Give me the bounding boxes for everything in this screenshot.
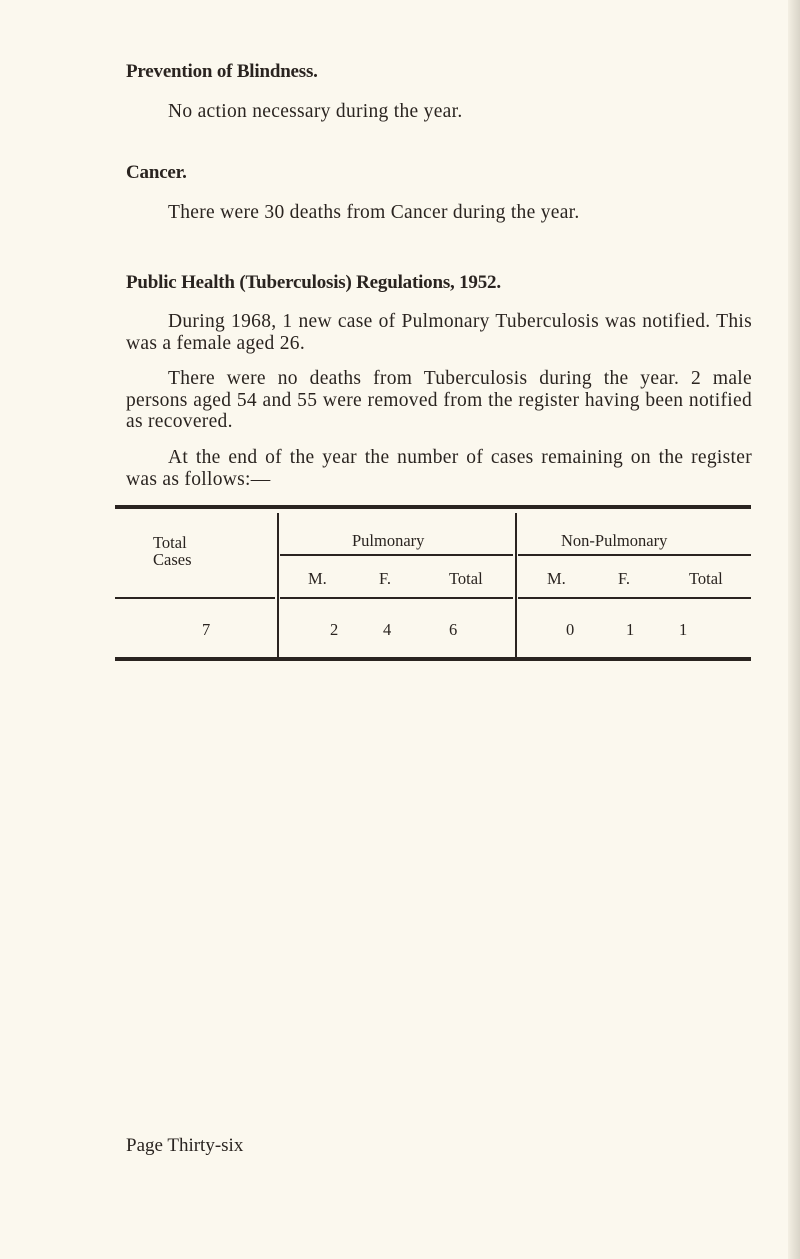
subheader-nonpulmonary-total: Total — [689, 569, 723, 588]
header-pulmonary: Pulmonary — [352, 531, 425, 550]
subheader-nonpulmonary-female: F. — [618, 569, 630, 588]
column-divider-1 — [277, 513, 279, 659]
cell-nonpulmonary-total: 1 — [679, 620, 688, 639]
page-edge-shadow — [788, 0, 800, 1259]
tb-paragraph-1 — [126, 311, 752, 354]
header-rule-non-pulmonary — [518, 597, 751, 599]
table-top-rule — [115, 505, 751, 509]
tb-paragraph-3 — [126, 447, 752, 490]
subheader-nonpulmonary-male: M. — [547, 569, 566, 588]
subheader-pulmonary-male: M. — [308, 569, 327, 588]
cell-pulmonary-male: 2 — [330, 620, 339, 639]
column-divider-2 — [515, 513, 517, 659]
cell-nonpulmonary-male: 0 — [566, 620, 575, 639]
cancer-text — [126, 202, 752, 224]
header-cases: Cases — [153, 550, 192, 569]
cell-pulmonary-female: 4 — [383, 620, 392, 639]
non-pulmonary-subrule — [518, 554, 751, 556]
header-rule-pulmonary — [280, 597, 513, 599]
tb-paragraph-2 — [126, 368, 752, 433]
table-bottom-rule — [115, 657, 751, 661]
header-total: Total — [153, 533, 187, 552]
subheader-pulmonary-female: F. — [379, 569, 391, 588]
tuberculosis-register-table — [115, 505, 751, 661]
subheader-pulmonary-total: Total — [449, 569, 483, 588]
header-non-pulmonary: Non-Pulmonary — [561, 531, 668, 550]
blindness-text — [126, 101, 752, 123]
tb-paragraph-1-content: During 1968, 1 new case of Pulmonary Tuberculosis was notified. This was a female aged 26. — [126, 311, 752, 354]
cell-nonpulmonary-female: 1 — [626, 620, 635, 639]
page-number-footer: Page Thirty-six — [126, 1135, 244, 1156]
pulmonary-subrule — [280, 554, 513, 556]
blindness-text-content: No action necessary during the year. — [168, 101, 463, 122]
tb-paragraph-3-content: At the end of the year the number of cases remaining on the register was as follows:— — [126, 447, 752, 490]
heading-tuberculosis-regulations: Public Health (Tuberculosis) Regulations, 1952. — [126, 272, 501, 293]
header-rule-total — [115, 597, 275, 599]
heading-cancer: Cancer. — [126, 162, 187, 183]
cell-total-cases: 7 — [202, 620, 211, 639]
cell-pulmonary-total: 6 — [449, 620, 458, 639]
tb-paragraph-2-content: There were no deaths from Tuberculosis during the year. 2 male persons aged 54 and 55 were removed from the register having been notified as recovered. — [126, 368, 752, 432]
heading-prevention-of-blindness: Prevention of Blindness. — [126, 61, 318, 82]
cancer-text-content: There were 30 deaths from Cancer during the year. — [168, 202, 580, 223]
